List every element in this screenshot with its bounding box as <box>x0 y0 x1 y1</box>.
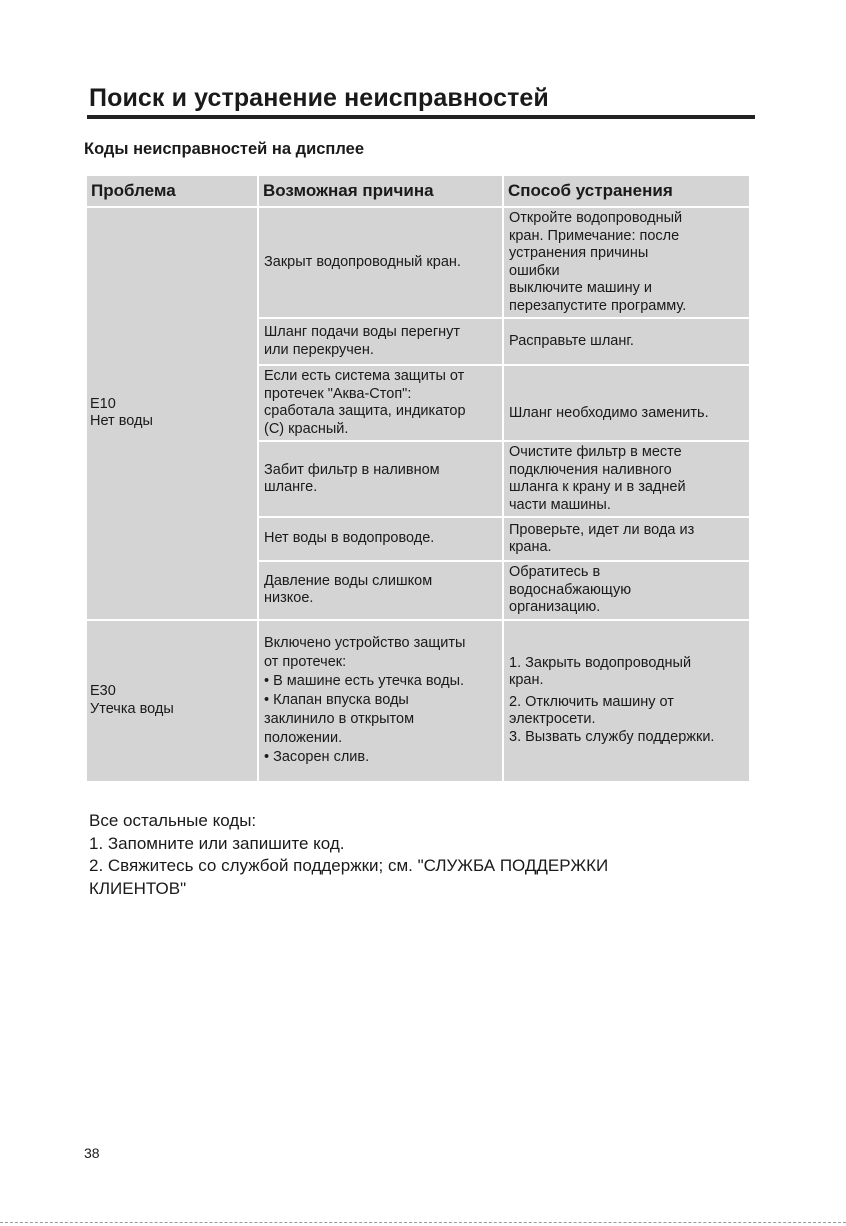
solution-line: организацию. <box>509 599 601 615</box>
solution-line: ошибки <box>509 262 560 279</box>
problem-cell-e10 <box>86 207 258 620</box>
cause-cell <box>258 207 503 318</box>
header-solution: Способ устранения <box>503 175 750 207</box>
solution-line: 1. Закрыть водопроводный <box>509 654 692 671</box>
cause-line: Шланг подачи воды перегнут <box>264 324 461 340</box>
solution-line: электросети. <box>509 711 596 728</box>
bottom-border <box>0 1222 846 1224</box>
solution-cell <box>503 207 750 318</box>
solution-line: шланга к крану и в задней <box>509 479 686 495</box>
cause-line: Включено устройство защиты <box>264 635 466 651</box>
error-codes-table <box>85 174 749 783</box>
solution-line: Откройте водопроводный <box>509 210 683 226</box>
solution-cell <box>503 517 750 561</box>
cause-line: сработала защита, индикатор <box>264 403 466 419</box>
solution-cell <box>503 441 750 517</box>
header-problem: Проблема <box>86 175 258 207</box>
cause-cell <box>258 318 503 365</box>
solution-line: Обратитесь в <box>509 564 601 580</box>
table-row <box>86 207 750 318</box>
solution-line: части машины. <box>509 496 611 513</box>
cause-line: Давление воды слишком <box>264 572 433 589</box>
solution-cell <box>503 561 750 620</box>
section-heading: Коды неисправностей на дисплее <box>84 140 365 158</box>
cause-line: шланге. <box>264 479 318 495</box>
cause-cell <box>258 365 503 441</box>
solution-line: Шланг необходимо заменить. <box>509 404 709 421</box>
solution-line: кран. <box>509 672 544 689</box>
cause-line: • В машине есть утечка воды. <box>264 673 465 689</box>
cause-line: протечек "Аква-Стоп": <box>264 385 412 402</box>
problem-name: Утечка воды <box>90 700 174 717</box>
cause-line: или перекручен. <box>264 341 374 358</box>
solution-line: устранения причины <box>509 245 649 261</box>
header-cause: Возможная причина <box>258 175 503 207</box>
solution-cell <box>503 365 750 441</box>
table-header-row <box>86 175 750 207</box>
table-row <box>86 620 750 782</box>
cause-cell <box>258 620 503 782</box>
problem-code: E10 <box>90 395 116 412</box>
solution-line: водоснабжающую <box>509 581 632 598</box>
cause-line: положении. <box>264 730 343 746</box>
cause-cell <box>258 517 503 561</box>
solution-line: подключения наливного <box>509 461 672 478</box>
solution-line: кран. Примечание: после <box>509 227 680 244</box>
solution-line: Расправьте шланг. <box>509 332 634 349</box>
footer-line: КЛИЕНТОВ" <box>89 878 187 898</box>
cause-line: • Клапан впуска воды <box>264 692 409 708</box>
title-rule <box>87 115 755 119</box>
cause-line: Если есть система защиты от <box>264 368 465 384</box>
cause-line: Забит фильтр в наливном <box>264 461 440 478</box>
solution-line: Проверьте, идет ли вода из <box>509 521 695 538</box>
cause-line: Закрыт водопроводный кран. <box>264 253 461 270</box>
solution-line: перезапустите программу. <box>509 297 687 314</box>
problem-code: E30 <box>90 683 116 699</box>
solution-cell <box>503 318 750 365</box>
solution-line: 2. Отключить машину от <box>509 693 674 710</box>
solution-line: Очистите фильтр в месте <box>509 444 682 460</box>
solution-cell <box>503 620 750 782</box>
footer-notes <box>89 810 608 900</box>
solution-line: выключите машину и <box>509 280 653 296</box>
cause-line: (С) красный. <box>264 420 349 437</box>
problem-name: Нет воды <box>90 413 153 430</box>
cause-cell <box>258 561 503 620</box>
cause-line: от протечек: <box>264 654 347 670</box>
solution-line: 3. Вызвать службу поддержки. <box>509 728 715 745</box>
solution-line: крана. <box>509 539 552 555</box>
cause-line: низкое. <box>264 590 314 607</box>
cause-cell <box>258 441 503 517</box>
footer-line: 1. Запомните или запишите код. <box>89 833 345 853</box>
page-title: Поиск и устранение неисправностей <box>89 84 549 112</box>
cause-line: • Засорен слив. <box>264 749 370 765</box>
page-number: 38 <box>84 1145 100 1161</box>
problem-cell-e30 <box>86 620 258 782</box>
cause-line: Нет воды в водопроводе. <box>264 530 435 547</box>
cause-line: заклинило в открытом <box>264 711 415 727</box>
footer-line: Все остальные коды: <box>89 811 257 830</box>
footer-line: 2. Свяжитесь со службой поддержки; см. "СЛУЖБА ПОДДЕРЖКИ <box>89 856 609 875</box>
